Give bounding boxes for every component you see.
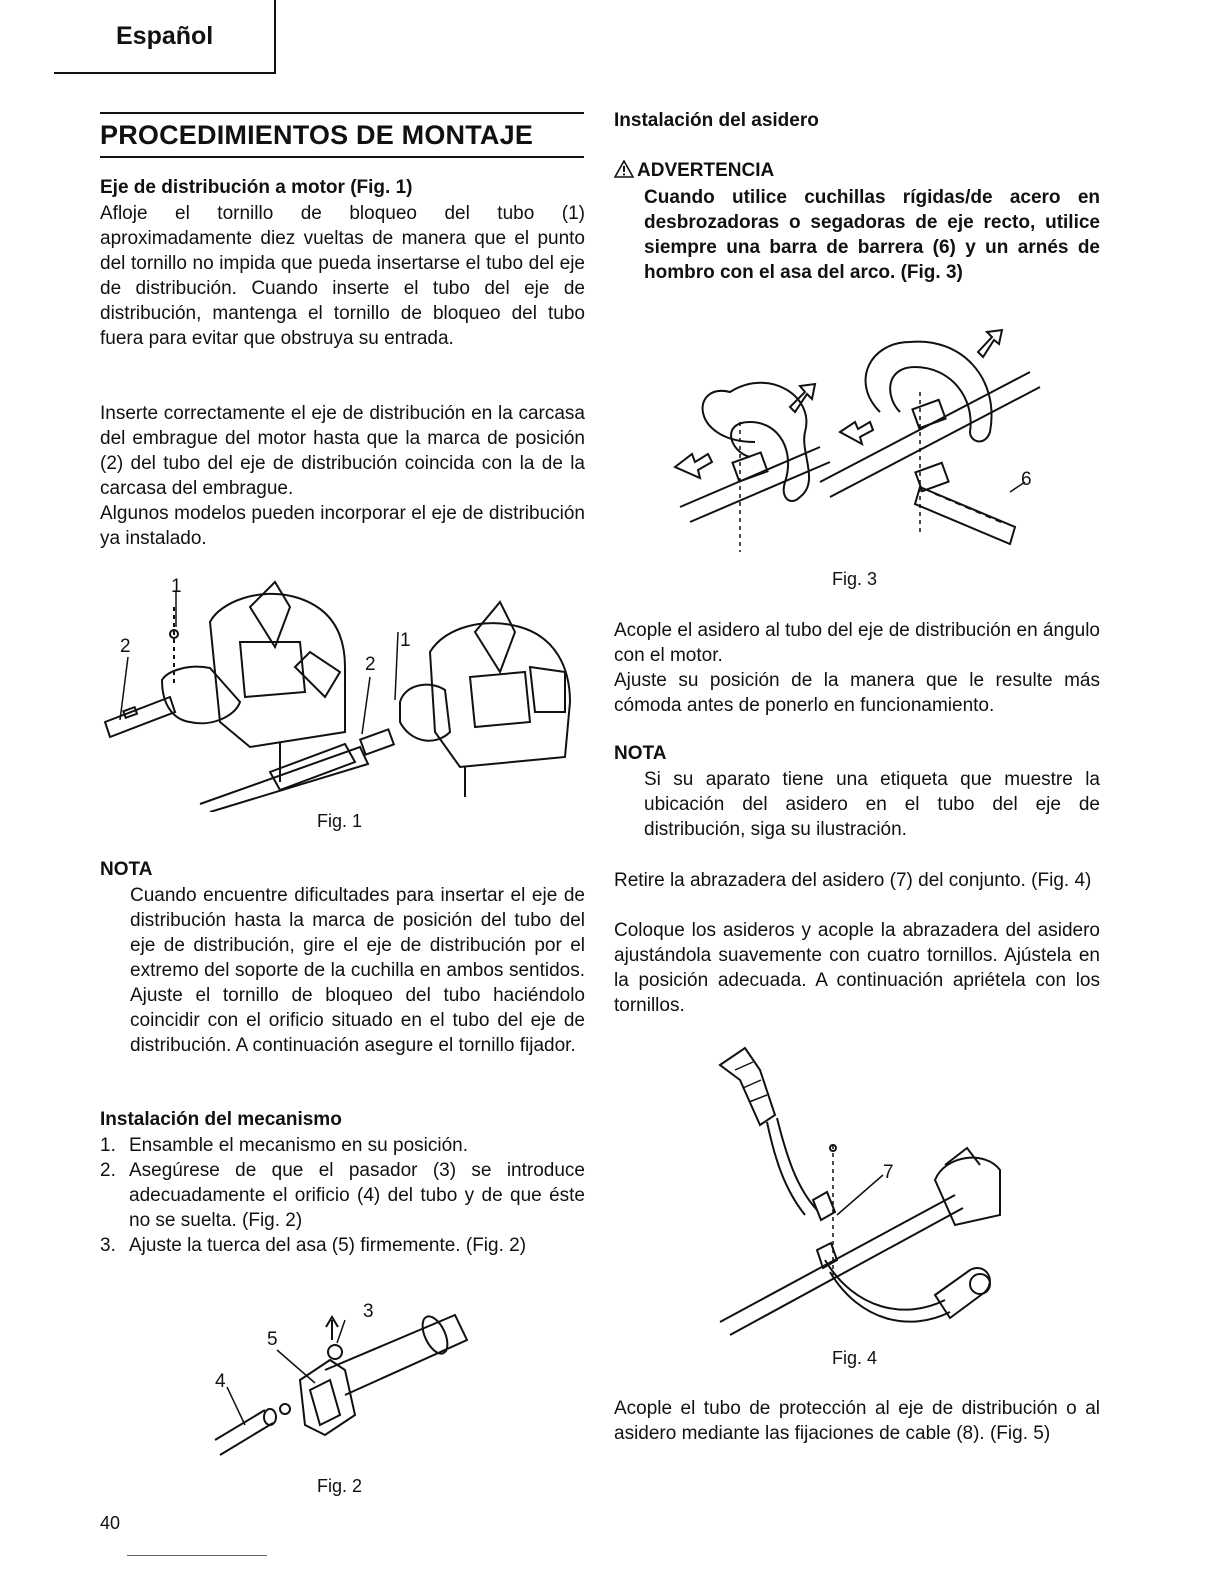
step-number: 3.	[100, 1235, 116, 1256]
language-label: Español	[116, 22, 214, 50]
warning-body: Cuando utilice cuchillas rígidas/de acero en desbrozadoras o segadoras de eje recto, utilice siempre una barra de barrera (6) y un arnés de hombro con el asa del arco. (Fig. 3)	[644, 187, 1100, 283]
step-number: 1.	[100, 1135, 116, 1156]
asidero-paragraph-5: Acople el tubo de protección al eje de distribución o al asidero mediante las fijaciones de cable (8). (Fig. 5)	[614, 1398, 1100, 1444]
fig2-leader-3	[337, 1320, 345, 1343]
fig3-barrier-ridges	[935, 494, 1005, 524]
mecanismo-steps	[100, 1133, 585, 1258]
fig1-leader-2b	[362, 677, 370, 734]
fig2-bracket	[300, 1360, 355, 1435]
fig3-label-6: 6	[1021, 469, 1032, 490]
section-title: PROCEDIMIENTOS DE MONTAJE	[100, 112, 584, 158]
fig2-label-4: 4	[215, 1371, 226, 1392]
fig3-right-handle-loop	[866, 342, 992, 442]
fig1-left-engine	[210, 594, 345, 747]
eje-heading: Eje de distribución a motor (Fig. 1)	[100, 177, 413, 198]
fig3-arrow-left-icon	[675, 454, 712, 478]
fig1-right-tube	[200, 747, 368, 812]
fig1-leader-1b	[395, 632, 398, 700]
step-text: Ajuste la tuerca del asa (5) firmemente. (Fig. 2)	[129, 1235, 527, 1256]
mecanismo-heading: Instalación del mecanismo	[100, 1109, 342, 1130]
fig1-label-1b: 1	[400, 630, 411, 651]
warning-title: ADVERTENCIA	[637, 160, 775, 181]
fig2-pin	[280, 1404, 290, 1414]
fig1-left-clutch-housing	[162, 667, 240, 724]
asidero-paragraph-1: Acople el asidero al tubo del eje de distribución en ángulo con el motor.	[614, 620, 1100, 666]
step-number: 2.	[100, 1160, 116, 1181]
mecanismo-step	[100, 1133, 585, 1158]
fig1-label-2a: 2	[120, 636, 131, 657]
asidero-heading: Instalación del asidero	[614, 110, 819, 131]
fig2-arrow-up-icon	[326, 1317, 338, 1340]
fig4-leader-7	[837, 1175, 883, 1215]
fig4-label-7: 7	[883, 1162, 894, 1183]
nota-left-body: Cuando encuentre dificultades para insertar el eje de distribución hasta la marca de posición del tubo del eje de distribución, gire el eje de distribución por el extremo del soporte de la cuchilla en ambos sentidos. Ajuste el tornillo de bloqueo del tubo haciéndolo coincidir con el orificio situado en el tubo del eje de distribución. A continuación asegure el tornillo fijador.	[130, 885, 585, 1056]
fig3-right-tube	[820, 372, 1040, 497]
fig1-right-carb	[530, 667, 565, 712]
warning-icon	[614, 160, 634, 178]
step-text: Ensamble el mecanismo en su posición.	[129, 1135, 469, 1156]
mecanismo-step	[100, 1233, 585, 1258]
nota-left-heading: NOTA	[100, 859, 153, 880]
fig4-grip-end	[970, 1274, 990, 1294]
fig2-small-tube-bottom	[220, 1423, 273, 1455]
fig2-label-3: 3	[363, 1301, 374, 1322]
fig1-right-clutch-housing	[400, 685, 450, 741]
fig3-right-clamp	[912, 400, 945, 428]
fig4-clamp-upper	[813, 1192, 835, 1220]
nota-right-heading: NOTA	[614, 743, 667, 764]
fig4-handlebar-upper	[767, 1118, 817, 1215]
fig2-small-tube-end	[264, 1409, 276, 1425]
mecanismo-step	[100, 1158, 585, 1233]
fig2-knob	[328, 1345, 342, 1359]
fig1-right-tank	[475, 602, 515, 672]
eje-paragraph-3: Algunos modelos pueden incorporar el eje de distribución ya instalado.	[100, 503, 585, 549]
fig4-engine	[935, 1158, 1000, 1225]
asidero-paragraph-4: Coloque los asideros y acople la abrazadera del asidero ajustándola suavemente con cuatro tornillos. Ajústela en la posición adecuada. A continuación apriétela con los tornillos.	[614, 920, 1100, 1016]
fig2-main-tube	[325, 1315, 467, 1395]
fig2-illustration	[205, 1295, 480, 1465]
fig3-arrow-left-2-icon	[840, 422, 873, 444]
fig4-handlebar-lower	[825, 1260, 950, 1322]
asidero-paragraph-2: Ajuste su posición de la manera que le resulte más cómoda antes de ponerlo en funcionamiento.	[614, 670, 1100, 716]
fig1-right-cover	[470, 672, 530, 727]
fig3-caption: Fig. 3	[832, 569, 878, 589]
fig1-right-engine	[430, 623, 570, 767]
fig1-right-sleeve	[270, 744, 355, 790]
fig1-right-tube-end	[360, 729, 394, 754]
fig3-left-clamp	[732, 452, 767, 481]
fig2-label-5: 5	[267, 1329, 278, 1350]
fig3-illustration	[670, 322, 1050, 562]
fig1-left-cover	[240, 642, 305, 697]
nota-right-body: Si su aparato tiene una etiqueta que muestre la ubicación del asidero en el tubo del eje de distribución, siga su ilustración.	[644, 769, 1100, 840]
fig1-label-1a: 1	[171, 576, 182, 597]
fig1-left-tank	[250, 582, 290, 647]
fig1-left-tube	[105, 697, 175, 737]
fig2-bracket-inner	[310, 1380, 340, 1425]
warning-heading	[614, 160, 1100, 182]
fig4-shaft	[720, 1195, 963, 1335]
fig3-left-handle-loop	[703, 383, 810, 501]
fig3-barrier-bar	[915, 487, 1015, 544]
fig4-illustration	[705, 1040, 1005, 1340]
fig3-arrow-up-2-icon	[978, 330, 1002, 357]
fig2-caption: Fig. 2	[317, 1476, 363, 1496]
eje-paragraph-2: Inserte correctamente el eje de distribución en la carcasa del embrague del motor hasta que la marca de posición (2) del tubo del eje de distribución coincida con la de la carcasa del embrague.	[100, 403, 585, 499]
page-number: 40	[100, 1513, 121, 1533]
fig2-leader-5	[277, 1350, 315, 1383]
fig1-label-2b: 2	[365, 654, 376, 675]
fig2-leader-4	[227, 1387, 245, 1425]
eje-paragraph-1: Afloje el tornillo de bloqueo del tubo (1) aproximadamente diez vueltas de manera que el punto del tornillo no impida que pueda insertarse el tubo del eje de distribución. Cuando inserte el tubo del eje de distribución, mantenga el tornillo de bloqueo del tubo fuera para evitar que obstruya su entrada.	[100, 203, 585, 349]
fig1-illustration	[100, 572, 590, 812]
fig1-caption: Fig. 1	[317, 811, 363, 831]
fig4-caption: Fig. 4	[832, 1348, 878, 1368]
bottom-divider	[127, 1555, 267, 1556]
asidero-paragraph-3: Retire la abrazadera del asidero (7) del conjunto. (Fig. 4)	[614, 870, 1092, 891]
step-text: Asegúrese de que el pasador (3) se introduce adecuadamente el orificio (4) del tubo y de que éste no se suelta. (Fig. 2)	[129, 1160, 585, 1231]
